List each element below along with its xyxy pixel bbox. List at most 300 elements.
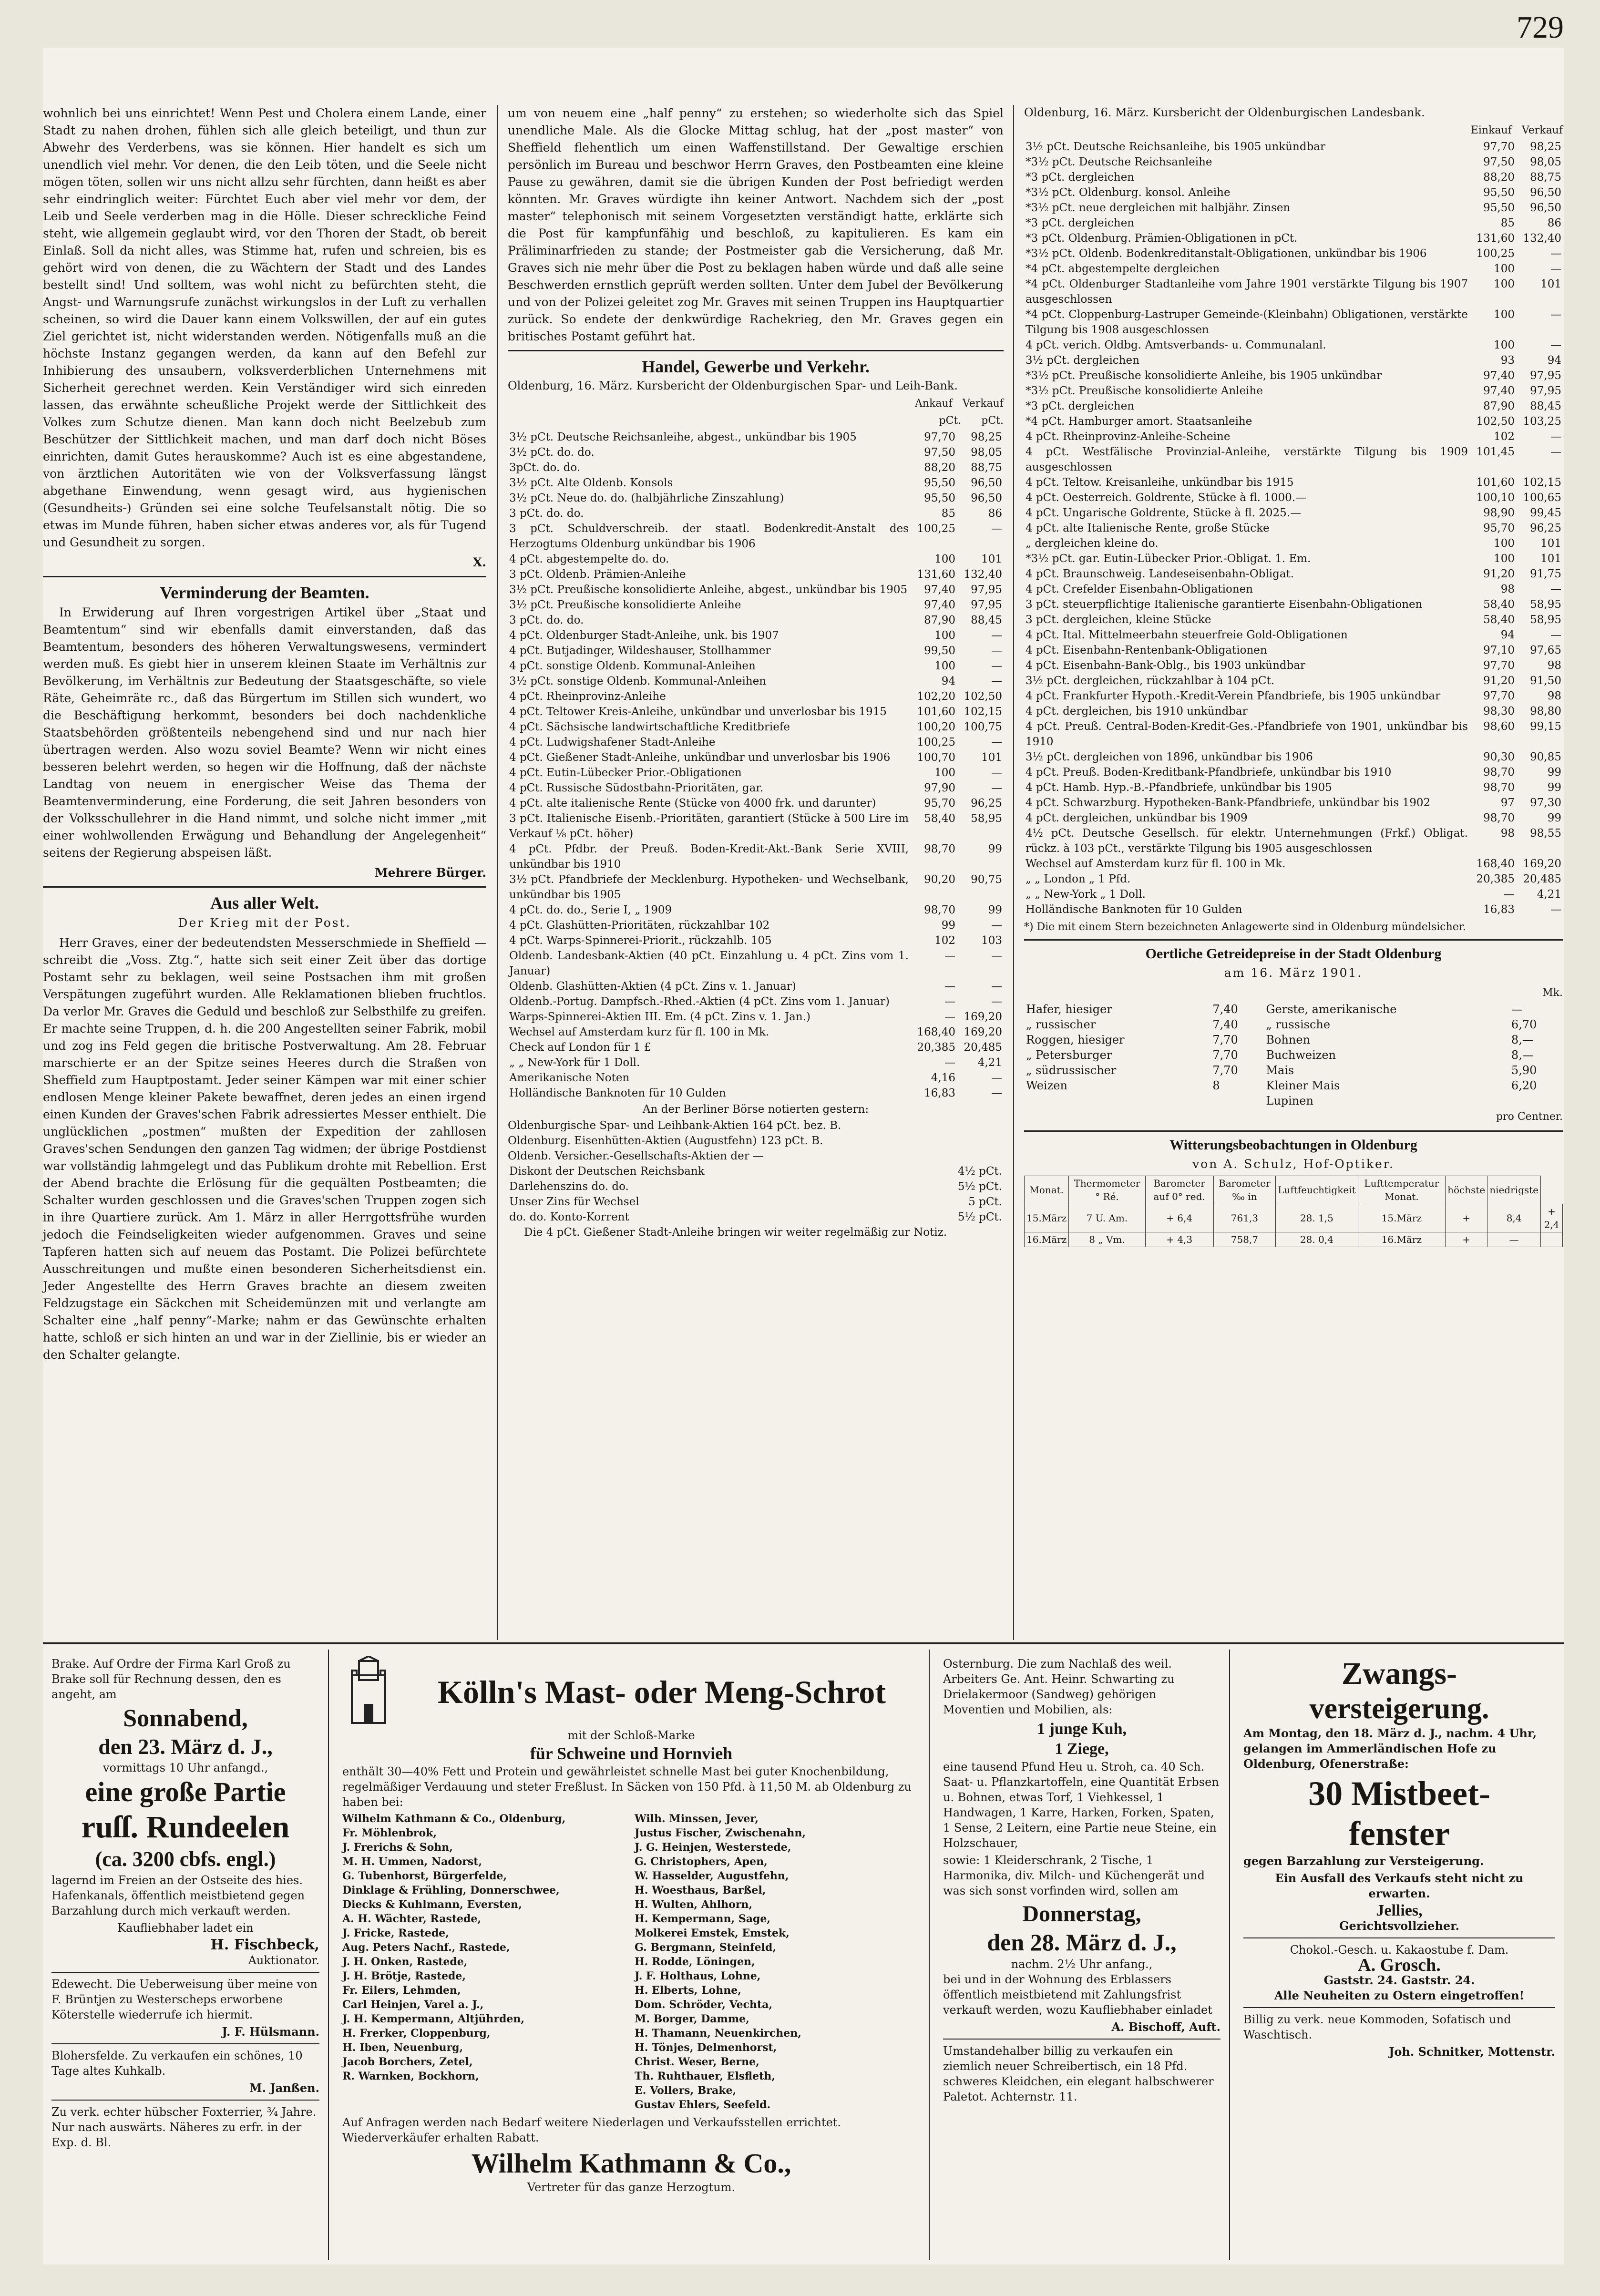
dealer-name: Fr. Eilers, Lehmden, (342, 1984, 461, 1997)
security-name: 4 pCt. do. do., Serie I, „ 1909 (509, 904, 672, 916)
quote-row (1024, 414, 1563, 429)
security-name: Oldenb. Landesbank-Aktien (40 pCt. Einzahlung u. 4 pCt. Zins vom 1. Januar) (509, 950, 909, 977)
security-name: *3½ pCt. Oldenb. Bodenkreditanstalt-Obligationen, unkündbar bis 1906 (1026, 247, 1427, 260)
security-name: 4 pCt. Warps-Spinnerei-Priorit., rückzahlb. 105 (509, 934, 772, 947)
security-name: 3½ pCt. sonstige Oldenb. Kommunal-Anleihen (509, 675, 767, 687)
sell-price: — (991, 629, 1002, 642)
dealer-list-left (342, 1812, 628, 2112)
buy-price: 88,20 (1483, 171, 1515, 184)
weather-cell: 15.März (1358, 1204, 1445, 1232)
security-name: „ „ New-York für 1 Doll. (509, 1056, 640, 1069)
quote-row (508, 628, 1004, 643)
ad-text: gegen Barzahlung zur Versteigerung. (1243, 1854, 1484, 1868)
sell-price: — (991, 660, 1002, 672)
sell-price: 97,65 (1530, 644, 1561, 656)
column-2 (508, 105, 1004, 1243)
sell-price: 91,50 (1530, 675, 1561, 687)
security-name: *3 pCt. dergleichen (1026, 217, 1135, 229)
quote-row (508, 506, 1004, 521)
sell-price: 97,95 (971, 599, 1002, 611)
buy-price: 97,70 (1483, 141, 1515, 153)
sell-price: 99 (988, 843, 1002, 855)
quote-row (508, 643, 1004, 658)
weather-header: Barometer ‰ in (1213, 1176, 1276, 1204)
dealer-name: H. Thamann, Neuenkirchen, (635, 2027, 801, 2040)
grain-row (1024, 1078, 1563, 1093)
grain-name (1024, 1093, 1210, 1108)
quote-row (1024, 536, 1563, 551)
grain-footer: pro Centner. (1496, 1111, 1563, 1123)
weather-cell (1541, 1232, 1563, 1247)
divider (43, 576, 486, 577)
quote-row (1024, 902, 1563, 917)
weather-cell: + (1446, 1232, 1487, 1247)
security-name: 3½ pCt. Neue do. do. (halbjährliche Zinszahlung) (509, 492, 784, 504)
security-name: 3 pCt. steuerpflichtige Italienische garantierte Eisenbahn-Obligationen (1026, 598, 1423, 611)
sell-price: 98 (1547, 659, 1561, 672)
ad-signature: H. Fischbeck, (210, 1937, 319, 1953)
quote-row (1024, 200, 1563, 215)
ad-text: Ein Ausfall des Verkaufs steht nicht zu erwarten. (1275, 1871, 1524, 1900)
ad-text: bei und in der Wohnung des Erblassers öffentlich meistbietend mit Zahlungsfrist verkauft werden, wozu Kaufliebhaber einladet (943, 1973, 1212, 2017)
security-name: 3½ pCt. dergleichen von 1896, unkündbar bis 1906 (1026, 751, 1313, 763)
quote-row (508, 1025, 1004, 1040)
security-name: 4 pCt. sonstige Oldenb. Kommunal-Anleihen (509, 660, 756, 672)
column-3 (1024, 105, 1563, 1247)
divider (1024, 1130, 1563, 1132)
security-name: *3½ pCt. Preußische konsolidierte Anleihe (1026, 385, 1263, 397)
buy-price: 91,20 (1483, 568, 1515, 580)
quote-row (508, 430, 1004, 445)
buy-price: 94 (941, 675, 955, 687)
column-rule (497, 105, 498, 1640)
dealer-list-right (635, 1812, 920, 2112)
dealer-name: M. H. Ummen, Nadorst, (342, 1855, 482, 1868)
dealer-name: Fr. Möhlenbrok, (342, 1827, 437, 1839)
security-name: 3½ pCt. Preußische konsolidierte Anleihe (509, 599, 741, 611)
dealer-name: Molkerei Emstek, Emstek, (635, 1927, 790, 1939)
quote-row (1024, 261, 1563, 277)
berlin-quotes (508, 1118, 1004, 1164)
ad-headline: 30 Mistbeet- (1308, 1774, 1490, 1813)
buy-price: 100 (934, 629, 955, 642)
dealer-name: Dinklage & Frühling, Donnerschwee, (342, 1884, 560, 1896)
sell-price: 101 (981, 553, 1002, 565)
article-body: In Erwiderung auf Ihren vorgestrigen Artikel über „Staat und Beamtentum“ sind wir ebenfalls damit einverstanden, daß das Beamtentum, besonders des höheren Verwaltungswesens, vermindert werden muß. Es giebt hier in unserem kleinen Staate im Verhältnis zur Bevölkerung, im Verhältnis zur Bedeutung der Staatsgeschäfte, so viele Räte, Geheimräte rc., daß das Bürgertum im Stillen sich wundert, wo die Beschäftigung herkommt, besonders bei doch nachdenkliche Staatsbehörden größtenteils nebengehend sind und nur nach hier übertragen werden. Also wozu soviel Beamte? Wenn wir nicht eines besseren belehrt werden, so hegen wir die Hoffnung, daß der nächste Landtag von neuem in energischer Weise das Thema der Beamtenverminderung, eine Forderung, die seit Jahren besonders von der Volksschullehrer in die Hand nimmt, und solche nicht immer „mit einer wohlwollenden Erwägung und Behandlung der Angelegenheit“ seitens der Regierung abspeisen läßt. (43, 605, 486, 860)
security-name: 4 pCt. dergleichen, unkündbar bis 1909 (1026, 812, 1248, 824)
grain-title: Oertliche Getreidepreise in der Stadt Oldenburg (1145, 946, 1442, 962)
buy-price: 97,70 (1483, 659, 1515, 672)
buy-price: 85 (1500, 217, 1515, 229)
quote-row (1024, 810, 1563, 826)
security-name: 4 pCt. Russische Südostbahn-Prioritäten, gar. (509, 782, 764, 794)
ad-text: eine tausend Pfund Heu u. Stroh, ca. 40 Sch. Saat- u. Pflanzkartoffeln, eine Quantität Erbsen u. Bohnen, etwas Torf, 1 Viehkessel, 1 Handwagen, 1 Karre, Harken, Forken, Spaten, 1 Sense, 2 Leitern, eine Partie neue Steine, ein Holzschauer, (943, 1760, 1219, 1850)
buy-price: 95,70 (1483, 522, 1515, 534)
dealer-name: J. H. Kempermann, Altjührden, (342, 2013, 525, 2025)
quote-row (1024, 597, 1563, 612)
col-verkauf: Verkauf (1521, 124, 1563, 136)
security-name: 4 pCt. verich. Oldbg. Amtsverbands- u. Communalanl. (1026, 339, 1326, 351)
grain-price: 8,— (1511, 1033, 1534, 1046)
sell-price: — (991, 995, 1002, 1008)
column-rule (1013, 105, 1014, 1640)
security-name: „ „ New-York „ 1 Doll. (1026, 888, 1146, 901)
quote-row (1024, 719, 1563, 749)
buy-price: 102 (1494, 430, 1515, 443)
unit-pct: pCt. (981, 415, 1004, 427)
buy-price: 95,50 (924, 492, 955, 504)
security-name: 3 pCt. dergleichen, kleine Stücke (1026, 614, 1211, 626)
sell-price: 100,65 (1523, 492, 1561, 504)
grain-price: 7,70 (1212, 1064, 1238, 1077)
quote-row (1024, 170, 1563, 185)
sell-price: — (1550, 247, 1561, 260)
security-name: 3½ pCt. Alte Oldenb. Konsols (509, 477, 673, 489)
ad-date: den 28. März d. J., (987, 1929, 1177, 1956)
sell-price: 169,20 (1523, 858, 1561, 870)
col-verkauf: Verkauf (962, 398, 1004, 410)
quote-row (1024, 582, 1563, 597)
divider (508, 350, 1004, 351)
dealer-name: J. Fricke, Rastede, (342, 1927, 449, 1939)
sell-price: 132,40 (1523, 232, 1561, 245)
sell-price: 20,485 (1523, 873, 1561, 885)
ad-title: versteigerung. (1309, 1692, 1489, 1725)
quote-row (1024, 749, 1563, 765)
weather-cell: 28. 1,5 (1276, 1204, 1358, 1232)
quote-row (508, 994, 1004, 1009)
buy-price: 97,10 (1483, 644, 1515, 656)
dealer-name: W. Hasselder, Augustfehn, (635, 1870, 789, 1882)
divider (1024, 939, 1563, 941)
berlin-header: An der Berliner Börse notierten gestern: (642, 1103, 869, 1116)
sell-price: 99 (988, 904, 1002, 916)
sell-price: — (991, 675, 1002, 687)
buy-price: 98,70 (1483, 812, 1515, 824)
sell-price: 58,95 (1530, 614, 1561, 626)
buy-price: 97,40 (1483, 385, 1515, 397)
quote-columns (1024, 122, 1563, 139)
weather-title: Witterungsbeobachtungen in Oldenburg (1169, 1137, 1417, 1153)
quote-row (508, 567, 1004, 582)
dealer-list (342, 1812, 920, 2112)
grain-name: Gerste, amerikanische (1266, 1003, 1397, 1016)
buy-price: 95,50 (1483, 202, 1515, 214)
quote-row (508, 1040, 1004, 1055)
security-name: 4 pCt. Gießener Stadt-Anleihe, unkündbar und unverlosbar bis 1906 (509, 751, 891, 764)
sell-price: 103 (981, 934, 1002, 947)
sell-price: — (1550, 629, 1561, 641)
discount-row (508, 1164, 1004, 1179)
ad-text: Blohersfelde. Zu verkaufen ein schönes, 10 Tage altes Kuhkalb. (51, 2049, 303, 2078)
quote-row (508, 780, 1004, 796)
sell-price: 132,40 (964, 568, 1002, 581)
quote-row (508, 1086, 1004, 1101)
security-name: 4 pCt. alte Italienische Rente, große Stücke (1026, 522, 1270, 534)
quote-row (1024, 521, 1563, 536)
grain-name: „ südrussischer (1026, 1064, 1117, 1077)
quote-row (1024, 246, 1563, 261)
sell-price: 86 (1547, 217, 1561, 229)
ad-subtitle: mit der Schloß-Marke (567, 1729, 695, 1742)
security-name: 4 pCt. Braunschweig. Landeseisenbahn-Obligat. (1026, 568, 1294, 580)
ad-title: Kölln's Mast- oder Meng-Schrot (438, 1674, 886, 1710)
buy-price: 95,50 (1483, 186, 1515, 199)
dealer-name: J. H. Onken, Rastede, (342, 1956, 468, 1968)
sell-price: 88,75 (1530, 171, 1561, 184)
quote-row (1024, 505, 1563, 521)
sell-price: — (991, 782, 1002, 794)
quote-row (1024, 353, 1563, 368)
security-name: 4 pCt. Eutin-Lübecker Prior.-Obligationen (509, 767, 742, 779)
dealer-name: Diecks & Kuhlmann, Eversten, (342, 1898, 522, 1911)
dealer-name: Jacob Borchers, Zetel, (342, 2056, 473, 2068)
security-name: Holländische Banknoten für 10 Gulden (1026, 903, 1242, 916)
grain-date: am 16. März 1901. (1224, 966, 1363, 980)
col-einkauf: Einkauf (1470, 124, 1512, 136)
sell-price: 4,21 (977, 1056, 1002, 1069)
sell-price: 98,05 (1530, 156, 1561, 168)
weather-cell: + (1446, 1204, 1487, 1232)
sell-price: — (991, 980, 1002, 993)
discount-table (508, 1164, 1004, 1225)
grain-table (1024, 1002, 1563, 1108)
weather-header: Lufttemperatur Monat. (1358, 1176, 1445, 1204)
ad-headline: (ca. 3200 cbfs. engl.) (95, 1847, 276, 1871)
quote-row (1024, 154, 1563, 170)
sell-price: 169,20 (964, 1026, 1002, 1038)
sell-price: 98 (1547, 690, 1561, 702)
weather-header: Monat. (1025, 1176, 1069, 1204)
weather-header: höchste (1446, 1176, 1487, 1204)
buy-price: 100 (1494, 537, 1515, 550)
buy-price: 100 (934, 767, 955, 779)
buy-price: 91,20 (1483, 675, 1515, 687)
grain-price: 6,70 (1511, 1018, 1537, 1031)
security-name: 3½ pCt. Deutsche Reichsanleihe, abgest., unkündbar bis 1905 (509, 431, 857, 443)
quote-row (1024, 215, 1563, 231)
dealer-name: H. Woesthaus, Barßel, (635, 1884, 766, 1896)
ad-signature: J. F. Hülsmann. (222, 2025, 319, 2039)
quote-row (508, 933, 1004, 948)
quote-row (1024, 277, 1563, 307)
buy-price: 98 (1500, 583, 1515, 595)
quote-row (1024, 185, 1563, 200)
ad-text: enthält 30—40% Fett und Protein und gewährleistet schnelle Mast bei guter Knochenbildung, regelmäßiger Verdauung und steter Freßlust. In Säcken von 150 Pfd. à 11,50 M. ab Oldenburg zu haben bei: (342, 1765, 912, 1809)
security-name: 4 pCt. Preuß. Boden-Kreditbank-Pfandbriefe, unkündbar bis 1910 (1026, 766, 1392, 779)
buy-price: 100 (1494, 308, 1515, 321)
sell-price: — (1550, 263, 1561, 275)
buy-price: — (944, 995, 955, 1008)
sell-price: 101 (981, 751, 1002, 764)
sell-price: 58,95 (1530, 598, 1561, 611)
buy-price: 87,90 (1483, 400, 1515, 412)
sell-price: 88,45 (971, 614, 1002, 626)
ad-headline: ruſſ. Rundeelen (81, 1810, 290, 1845)
dealer-name: G. Tubenhorst, Bürgerfelde, (342, 1870, 507, 1882)
buy-price: 131,60 (1476, 232, 1515, 245)
buy-price: 90,30 (1483, 751, 1515, 763)
buy-price: 98 (1500, 827, 1515, 840)
security-name: 4 pCt. Schwarzburg. Hypotheken-Bank-Pfandbriefe, unkündbar bis 1902 (1026, 797, 1431, 809)
quote-row (1024, 887, 1563, 902)
discount-value: 5 pCt. (968, 1196, 1002, 1208)
security-name: Amerikanische Noten (509, 1072, 630, 1084)
weather-table (1024, 1176, 1563, 1247)
sell-price: — (991, 736, 1002, 748)
grain-row (1024, 1032, 1563, 1047)
quote-row (508, 948, 1004, 979)
quote-row (508, 765, 1004, 780)
discount-value: 5½ pCt. (957, 1211, 1002, 1223)
buy-price: 87,90 (924, 614, 955, 626)
quote-row (1024, 658, 1563, 673)
grain-name: Bohnen (1266, 1033, 1311, 1046)
grain-name: Buchweizen (1266, 1048, 1336, 1062)
buy-price: 98,70 (924, 843, 955, 855)
grain-name: Hafer, hiesiger (1026, 1003, 1112, 1016)
quote-row (508, 613, 1004, 628)
buy-price: 4,16 (931, 1072, 955, 1084)
quote-row (1024, 826, 1563, 856)
buy-price: 168,40 (1476, 858, 1515, 870)
grain-name: „ russische (1266, 1018, 1331, 1031)
sell-price: 101 (1540, 537, 1561, 550)
grain-price: 7,70 (1212, 1048, 1238, 1062)
ad-koelln-schrot (334, 1650, 930, 2260)
weather-subtitle: von A. Schulz, Hof-Optiker. (1192, 1157, 1395, 1171)
divider (943, 2039, 1221, 2040)
security-name: 4 pCt. Oesterreich. Goldrente, Stücke à fl. 1000.— (1026, 492, 1307, 504)
dealer-name: E. Vollers, Brake, (635, 2084, 737, 2097)
buy-price: — (944, 950, 955, 962)
ads-rule (43, 1642, 1564, 1644)
ad-title: Zwangs- (1341, 1656, 1457, 1691)
sell-price: 88,75 (971, 461, 1002, 474)
buy-price: 97,90 (924, 782, 955, 794)
quote-row (508, 658, 1004, 674)
article-signature: X. (472, 555, 486, 569)
quote-row (1024, 688, 1563, 704)
security-name: 3 pCt. Oldenb. Prämien-Anleihe (509, 568, 686, 581)
security-name: *3½ pCt. Deutsche Reichsanleihe (1026, 156, 1212, 168)
article-body: Herr Graves, einer der bedeutendsten Messerschmiede in Sheffield — schreibt die „Voss. Ztg.“, hatte sich seit einer Zeit über das dortige Postamt sehr zu beklagen, weil seine Postsachen ihm mit großen Verspätungen zugeführt wurden. Alle Reklamationen blieben fruchtlos. Da verlor Mr. Graves die Geduld und beschloß zur Selbsthilfe zu greifen. Er machte seine Truppen, d. h. die 200 Angestellten seiner Fabrik, mobil und zog ins Feld gegen die britische Postverwaltung. Am 28. Februar marschierte er an der Spitze seines Heeres durch die Straßen von Sheffield zum Hauptpostamt. Jeder seiner Kämpen war mit einer schier endlosen Menge kleiner Pakete bewaffnet, deren jedes an einen irgend einen Kunden der Graves'schen Fabrik adressiertes Messer enthielt. Die unglücklichen „postmen“ mußten der Expedition der zahllosen Graves'schen Sendungen den ganzen Tag widmen; der übrige Postdienst war vollständig lahmgelegt und das Publikum drohte mit Rebellion. Erst der Abend brachte die Erlösung für die gequälten Postbeamten; die Schalter wurden geschlossen und die Graves'schen Truppen zogen sich in ihre Quartiere zurück. Am 1. März in aller Herrgottsfrühe wurden jedoch die Feindseligkeiten wieder aufgenommen. Graves und seine Tapferen hatten sich auf neuem das Postamt. Die Polizei befürchtete Ausschreitungen und mußte einen besonderen Sicherheitsdienst ein. Jeder Angestellte des Herrn Graves brachte an diesem zweiten Feldzugstage ein Säckchen mit Scheidemünzen mit und verlangte am Schalter eine „half penny“-Marke; nahm er das Gewünschte erhalten hatte, schloß er sich hinten an und war in der Ziellinie, bis er wieder an den Schalter gelangte. (43, 936, 486, 1362)
buy-price: 97,50 (924, 446, 955, 459)
sell-price: 96,50 (1530, 202, 1561, 214)
quote-row (508, 796, 1004, 811)
weather-header: niedrigste (1487, 1176, 1541, 1204)
discount-value: 4½ pCt. (957, 1165, 1002, 1178)
weather-cell: 8,4 (1487, 1204, 1541, 1232)
divider (51, 2100, 319, 2101)
sell-price: 99 (1547, 812, 1561, 824)
sell-price: 96,50 (971, 477, 1002, 489)
sell-price: 97,95 (971, 584, 1002, 596)
weather-header: Barometer auf 0° red. (1145, 1176, 1213, 1204)
security-name: 4 pCt. Pfdbr. der Preuß. Boden-Kredit-Akt.-Bank Serie XVIII, unkündbar bis 1910 (509, 843, 909, 871)
sell-price: 96,50 (1530, 186, 1561, 199)
sell-price: 86 (988, 507, 1002, 520)
quote-row (508, 491, 1004, 506)
sell-price: 96,25 (1530, 522, 1561, 534)
security-name: 3 pCt. do. do. (509, 614, 584, 626)
ad-text: Brake. Auf Ordre der Firma Karl Groß zu Brake soll für Rechnung dessen, den es angeht, am (51, 1657, 291, 1701)
grain-row (1024, 1002, 1563, 1017)
weather-cell: + 4,3 (1145, 1232, 1213, 1247)
weather-row (1025, 1232, 1563, 1247)
buy-price: 97,70 (1483, 690, 1515, 702)
grain-row (1024, 1093, 1563, 1108)
security-name: 3½ pCt. Pfandbriefe der Mecklenburg. Hypotheken- und Wechselbank, unkündbar bis 1905 (509, 873, 909, 901)
security-name: 4 pCt. Teltow. Kreisanleihe, unkündbar bis 1915 (1026, 476, 1294, 489)
dealer-name: H. Tönjes, Delmenhorst, (635, 2041, 777, 2054)
ad-signature: Auktionator. (248, 1954, 319, 1967)
dealer-name: G. Bergmann, Steinfeld, (635, 1941, 776, 1954)
buy-price: 100,25 (917, 523, 955, 535)
sell-price: — (991, 645, 1002, 657)
ad-headline: eine große Partie (85, 1776, 286, 1807)
dealer-name: J. Frerichs & Sohn, (342, 1841, 453, 1854)
sell-price: 169,20 (964, 1011, 1002, 1023)
quote-row (508, 597, 1004, 613)
sell-price: 99,15 (1530, 720, 1561, 733)
grain-price: — (1511, 1003, 1523, 1016)
security-name: *3½ pCt. Oldenburg. konsol. Anleihe (1026, 186, 1231, 199)
sell-price: 99 (1547, 766, 1561, 779)
security-name: 3½ pCt. Preußische konsolidierte Anleihe, abgest., unkündbar bis 1905 (509, 584, 908, 596)
security-name: *4 pCt. Oldenburger Stadtanleihe vom Jahre 1901 verstärkte Tilgung bis 1907 ausgeschlossen (1026, 278, 1468, 306)
buy-price: 58,40 (924, 812, 955, 825)
quote-row (1024, 871, 1563, 887)
discount-row (508, 1210, 1004, 1225)
security-name: 4 pCt. Eisenbahn-Bank-Oblg., bis 1903 unkündbar (1026, 659, 1306, 672)
ad-zwangsversteigerung (1235, 1650, 1564, 2260)
security-name: Warps-Spinnerei-Aktien III. Em. (4 pCt. Zins v. 1. Jan.) (509, 1011, 810, 1023)
newspaper-page (43, 10, 1564, 2265)
sell-price: 98,80 (1530, 705, 1561, 718)
security-name: *3½ pCt. gar. Eutin-Lübecker Prior.-Obligat. 1. Em. (1026, 553, 1311, 565)
quote-row (508, 704, 1004, 719)
quote-row (508, 689, 1004, 704)
security-name: 4 pCt. Eisenbahn-Rentenbank-Obligationen (1026, 644, 1267, 656)
sell-price: 90,85 (1530, 751, 1561, 763)
divider (51, 1972, 319, 1973)
weather-row (1025, 1204, 1563, 1232)
dealer-name: H. Wulten, Ahlhorn, (635, 1898, 753, 1911)
security-name: 4 pCt. Preuß. Central-Boden-Kredit-Ges.-Pfandbriefe von 1901, unkündbar bis 1910 (1026, 720, 1468, 748)
quote-row (1024, 368, 1563, 383)
security-name: „ „ London „ 1 Pfd. (1026, 873, 1131, 885)
article-subheading: Der Krieg mit der Post. (178, 916, 351, 930)
quote-row (1024, 490, 1563, 505)
weather-header: Thermometer ° Ré. (1069, 1176, 1145, 1204)
grain-price: 5,90 (1511, 1064, 1537, 1077)
quote-row (508, 1055, 1004, 1070)
weather-cell: 7 U. Am. (1069, 1204, 1145, 1232)
article-intro: wohnlich bei uns einrichtet! Wenn Pest und Cholera einem Lande, einer Stadt zu nahen drohen, fühlen sich alle gleich beteiligt, und thun zur Abwehr des Verderbens, was sie können. Hier handelt es sich um unendlich viel mehr. Vor denen, die den Leib töten, und die Seele nicht mögen töten, sollen wir uns nicht allzu sehr fürchten, dann heißt es aber sehr eindringlich weiter: Fürchtet Euch aber viel mehr vor dem, der Leib und Seele verderben mag in die Hölle. Dieser schreckliche Feind steht, wie allgemein geglaubt wird, vor den Thoren der Stadt, ob bereit Einlaß. Soll da nicht alles, was Stimme hat, rufen und schreien, bis es gehört wird von denen, die zu Wächtern der Stadt und des Landes bestellt sind! Und solltem, was wohl nicht zu befürchten steht, die Angst- und Warnungsrufe zunächst wirkungslos in der Luft zu verhallen scheinen, so wird die Dauer kann einem Volkswillen, der auf ein gutes Ziel gerichtet ist, nicht widerstanden werden. Nötigenfalls muß an die höchste Instanz gegangen werden, da kann auf den Befehl zur Inhibierung des unsaubern, volksverderblichen Unternehmens mit Sicherheit gerechnet werden. Kein Verständiger wird sich einreden lassen, das erwähnte scheußliche Projekt werde der Sittlichkeit des Volkes zum Schutze dienen. Man kann doch nicht Beelzebub zum Beschützer der Sittlichkeit machen, und man darf doch nicht Böses einrichten, damit Gutes herauskomme? Auch ist es eine abgestandene, von ärztlichen Autoritäten wie von der Volksverfassung längst abgethane Einwendung, wenn gesagt wird, aus hygienischen (Gesundheits-) Gründen sei eine solche Teufelsanstalt nötig. Die so etwas im Munde führen, haben sicher etwas anderes vor, als für Tugend und Gesundheit zu sorgen. (43, 106, 486, 549)
ad-time: vormittags 10 Uhr anfangd., (103, 1761, 268, 1774)
berlin-row: Oldenburg. Eisenhütten-Aktien (Augustfehn) 123 pCt. B. (508, 1135, 823, 1147)
dealer-name: Th. Ruhthauer, Elsfleth, (635, 2070, 775, 2082)
buy-price: 99,50 (924, 645, 955, 657)
quote-row (508, 750, 1004, 765)
buy-price: 97 (1500, 797, 1515, 809)
buy-price: 101,45 (1476, 446, 1515, 458)
dealer-name: Christ. Weser, Berne, (635, 2056, 759, 2068)
ad-auction-brake (43, 1650, 329, 2260)
weather-cell: — (1487, 1232, 1541, 1247)
ad-item: 1 junge Kuh, (1037, 1720, 1127, 1738)
